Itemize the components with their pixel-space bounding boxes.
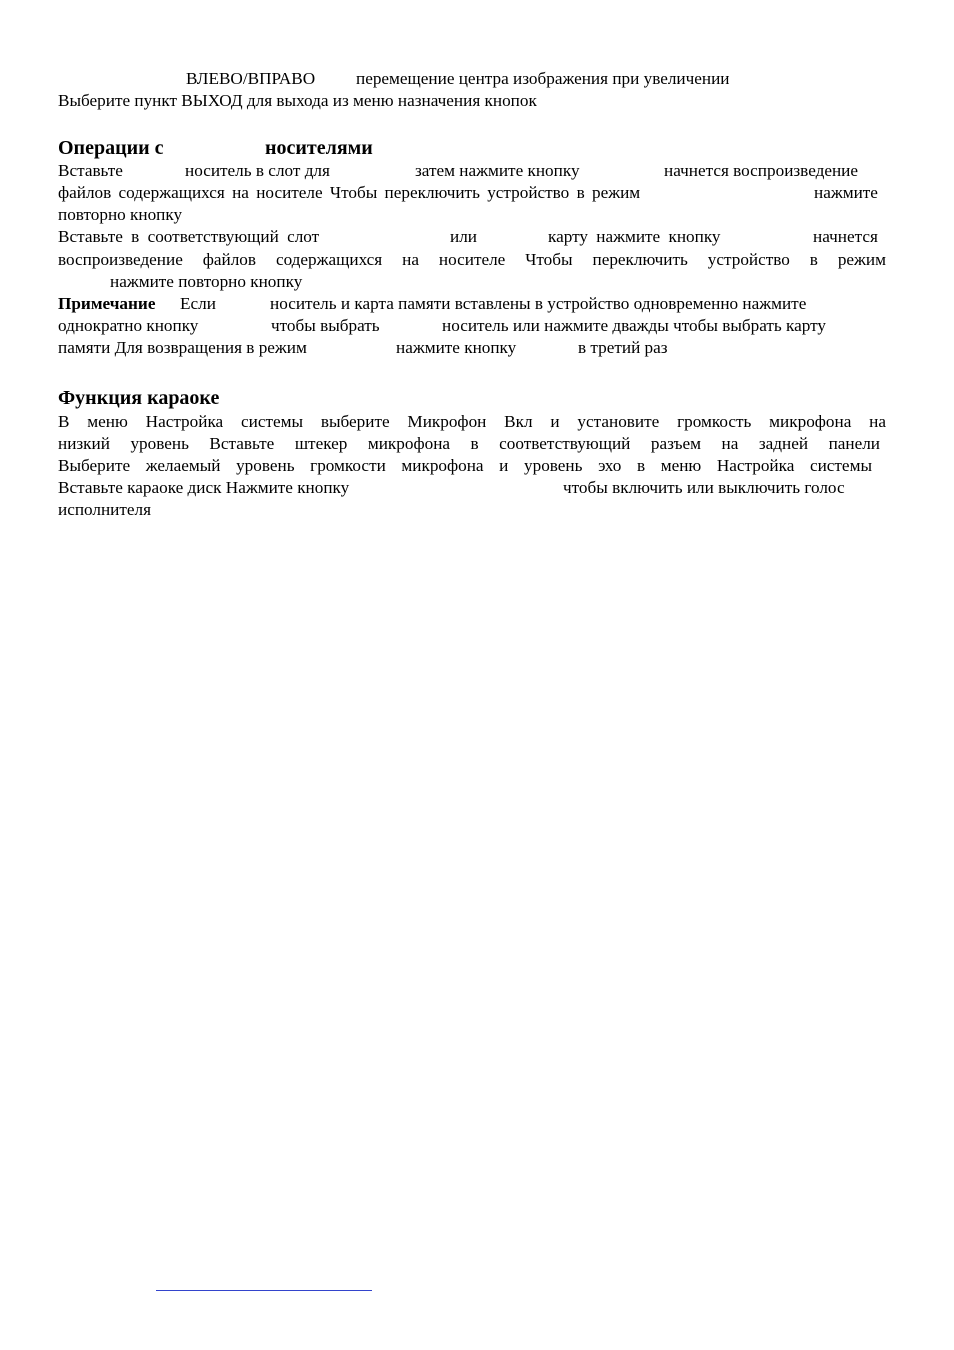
- note-label: Примечание: [58, 294, 156, 313]
- karaoke-l4-a: Вставьте караоке диск Нажмите кнопку: [58, 478, 350, 497]
- karaoke-l1: В меню Настройка системы выберите Микрофон Вкл и установите громкость микрофона на: [58, 412, 886, 431]
- key-label: ВЛЕВО/ВПРАВО: [186, 69, 316, 88]
- karaoke-l2: низкий уровень Вставьте штекер микрофона в соответствующий разъем на задней панели: [58, 434, 880, 453]
- media-p2-l1-d: начнется: [813, 227, 878, 246]
- karaoke-l5: исполнителя: [58, 500, 151, 519]
- media-p2-l1-c: карту нажмите кнопку: [548, 227, 721, 246]
- media-p1-l1-a: Вставьте: [58, 161, 123, 180]
- media-heading-a: Операции с: [58, 137, 164, 159]
- note-l2-a: однократно кнопку: [58, 316, 199, 335]
- media-p1-l1-d: начнется воспроизведение: [664, 161, 858, 180]
- media-p2-l1-a: Вставьте в соответствующий слот: [58, 227, 320, 246]
- note-l2-b: чтобы выбрать: [271, 316, 380, 335]
- note-l3-c: в третий раз: [578, 338, 668, 357]
- media-p1-l1-b: носитель в слот для: [185, 161, 330, 180]
- note-l1-a: Если: [180, 294, 216, 313]
- note-l1-label: [58, 293, 155, 315]
- note-l3-a: памяти Для возвращения в режим: [58, 338, 307, 357]
- media-p1-l2-a: файлов содержащихся на носителе Чтобы переключить устройство в режим: [58, 183, 641, 202]
- footer-link-line: [156, 1290, 372, 1291]
- karaoke-heading: Функция караоке: [58, 387, 220, 409]
- note-l3-b: нажмите кнопку: [396, 338, 517, 357]
- karaoke-l4-b: чтобы включить или выключить голос: [563, 478, 845, 497]
- media-p2-l1-b: или: [450, 227, 477, 246]
- media-p1-l2-b: нажмите: [814, 183, 878, 202]
- media-p2-l3: нажмите повторно кнопку: [110, 272, 303, 291]
- media-heading-b: носителями: [265, 137, 373, 159]
- media-p1-l3: повторно кнопку: [58, 205, 183, 224]
- note-l2-c: носитель или нажмите дважды чтобы выбрать карту: [442, 316, 827, 335]
- media-p1-l1-c: затем нажмите кнопку: [415, 161, 580, 180]
- media-p2-l2: воспроизведение файлов содержащихся на носителе Чтобы переключить устройство в режим: [58, 250, 886, 269]
- note-l1-b: носитель и карта памяти вставлены в устройство одновременно нажмите: [270, 294, 807, 313]
- karaoke-l3: Выберите желаемый уровень громкости микрофона и уровень эхо в меню Настройка системы: [58, 456, 872, 475]
- key-line: [186, 68, 315, 90]
- key-description: перемещение центра изображения при увеличении: [356, 69, 730, 88]
- exit-line: Выберите пункт ВЫХОД для выхода из меню назначения кнопок: [58, 91, 537, 110]
